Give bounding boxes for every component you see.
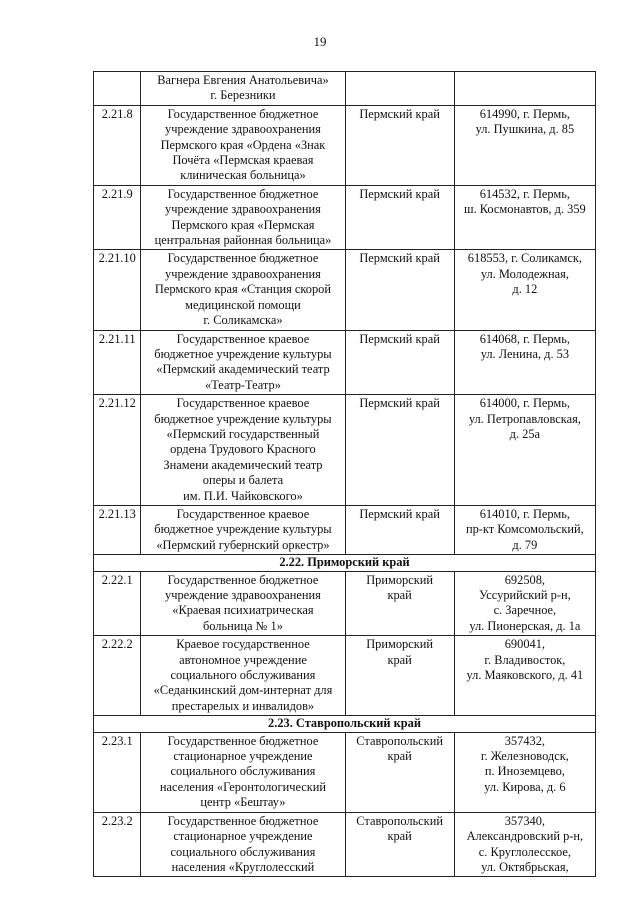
region-cell-line: Пермский край (359, 186, 440, 201)
region-cell-line: край (387, 749, 412, 764)
region-cell (345, 105, 454, 185)
address-cell (454, 330, 595, 395)
region-cell (345, 72, 454, 106)
institution-name-line: стационарное учреждение (173, 749, 313, 764)
institution-name (141, 250, 345, 330)
region-cell (345, 571, 454, 636)
institution-name-line: г. Соликамска» (203, 313, 283, 328)
region-cell (345, 250, 454, 330)
region-cell-line: край (387, 652, 412, 667)
address-cell (454, 72, 595, 106)
institution-name-line: Государственное бюджетное (167, 813, 319, 828)
institutions-table (93, 71, 596, 877)
institution-name-line: «Седанкинский дом-интернат для (153, 683, 333, 698)
address-cell-line: Уссурийский р-н, (479, 588, 571, 602)
institution-name-line: г. Березники (210, 88, 276, 103)
page-number: 19 (313, 34, 327, 49)
address-cell-line: 618553, г. Соликамск, (467, 251, 582, 266)
region-cell-line: Пермский край (359, 331, 440, 346)
table-row (94, 72, 596, 106)
institution-name-line: населения «Круглолесский (171, 859, 315, 874)
address-cell-line: 614010, г. Пермь, (479, 506, 571, 521)
address-cell-line: ул. Октябрьская, (481, 859, 569, 874)
address-cell-line: ул. Ленина, д. 53 (480, 346, 570, 361)
institution-name-line: Вагнера Евгения Анатольевича» (157, 73, 329, 87)
row-number (94, 72, 141, 106)
address-cell (454, 185, 595, 250)
row-number: 2.21.8 (94, 105, 141, 185)
region-cell-line: Приморский (366, 572, 434, 587)
institution-name-line: Государственное бюджетное (167, 733, 319, 748)
region-cell (345, 330, 454, 395)
region-cell-line: Пермский край (359, 106, 440, 121)
address-cell-line: д. 12 (512, 282, 538, 297)
region-cell-line: Ставропольский (356, 733, 443, 748)
table-body (94, 72, 596, 877)
institution-name-line: Почёта «Пермская краевая (172, 153, 314, 168)
table-row (94, 505, 596, 554)
region-cell (345, 185, 454, 250)
address-cell-line: г. Железноводск, (480, 749, 569, 764)
row-number: 2.21.10 (94, 250, 141, 330)
address-cell (454, 250, 595, 330)
institution-name-line: «Пермский губернский оркестр» (156, 537, 330, 552)
address-cell-line: 614068, г. Пермь, (479, 331, 571, 346)
institution-name (141, 505, 345, 554)
address-cell-line: п. Иноземцево, (484, 764, 565, 779)
row-number: 2.22.1 (94, 571, 141, 636)
region-cell-line: край (387, 588, 412, 602)
address-cell-line: ш. Космонавтов, д. 359 (464, 202, 586, 217)
institution-name (141, 330, 345, 395)
institution-name-line: им. П.И. Чайковского» (183, 488, 303, 503)
region-cell-line: Приморский (366, 637, 434, 652)
institution-name-line: клиническая больница» (180, 168, 306, 183)
region-cell (345, 812, 454, 877)
address-cell-line: д. 79 (512, 537, 538, 552)
address-cell (454, 571, 595, 636)
section-header-row (94, 716, 596, 732)
address-cell (454, 395, 595, 506)
region-cell-line: Пермский край (359, 251, 440, 266)
region-cell (345, 395, 454, 506)
table-row (94, 395, 596, 506)
address-cell-line: 357432, (504, 733, 546, 748)
institution-name-line: учреждение здравоохранения (165, 266, 321, 281)
table-row (94, 185, 596, 250)
region-cell-line: Пермский край (359, 396, 440, 411)
table-row (94, 571, 596, 636)
region-cell-line: край (387, 829, 412, 844)
row-number: 2.23.1 (94, 732, 141, 812)
address-cell-line: д. 25а (509, 426, 541, 441)
institution-name-line: Знамени академический театр (163, 457, 323, 472)
address-cell-line: ул. Петропавловская, (468, 411, 581, 426)
address-cell-line: с. Заречное, (493, 603, 557, 618)
institution-name-line: Государственное бюджетное (167, 572, 319, 587)
institution-name-line: Государственное краевое (176, 396, 310, 411)
institution-name-line: Государственное краевое (176, 331, 310, 346)
address-cell (454, 636, 595, 716)
address-cell-line: ул. Кирова, д. 6 (484, 779, 566, 794)
row-number: 2.21.11 (94, 330, 141, 395)
institution-name (141, 105, 345, 185)
institution-name-line: «Пермский академический театр (156, 362, 330, 377)
institution-name-line: Пермского края «Ордена «Знак (160, 137, 326, 152)
section-header-row (94, 555, 596, 571)
region-cell (345, 636, 454, 716)
institution-name-line: стационарное учреждение (173, 829, 313, 844)
institution-name (141, 571, 345, 636)
institution-name-line: социального обслуживания (170, 844, 316, 859)
institution-name-line: учреждение здравоохранения (165, 202, 321, 217)
address-cell-line: ул. Молодежная, (480, 266, 569, 281)
institution-name-line: ордена Трудового Красного (170, 442, 316, 457)
address-cell-line: 692508, (504, 572, 546, 587)
institution-name-line: социального обслуживания (170, 764, 316, 779)
address-cell-line: пр-кт Комсомольский, (465, 522, 584, 537)
institution-name-line: медицинской помощи (185, 297, 301, 312)
section-title: 2.22. Приморский край (94, 555, 596, 571)
address-cell-line: г. Владивосток, (484, 652, 566, 667)
address-cell-line: ул. Пушкина, д. 85 (475, 122, 575, 137)
address-cell (454, 812, 595, 877)
section-title: 2.23. Ставропольский край (94, 716, 596, 732)
table-row (94, 105, 596, 185)
institution-name-line: Государственное бюджетное (167, 251, 319, 266)
institution-name-line: бюджетное учреждение культуры (154, 411, 332, 426)
institution-name-line: «Пермский государственный (166, 426, 320, 441)
institution-name (141, 72, 345, 106)
institution-name-line: автономное учреждение (179, 652, 307, 667)
institution-name (141, 636, 345, 716)
institution-name-line: социального обслуживания (170, 668, 316, 683)
address-cell-line: 690041, (504, 637, 546, 652)
address-cell-line: 357340, (504, 813, 546, 828)
institution-name-line: Государственное бюджетное (167, 186, 319, 201)
institution-name-line: учреждение здравоохранения (165, 122, 321, 137)
institution-name (141, 185, 345, 250)
address-cell-line: с. Круглолесское, (478, 844, 571, 859)
institution-name-line: Пермского края «Пермская (171, 217, 315, 232)
institution-name-line: больница № 1» (202, 618, 283, 633)
address-cell-line: Александровский р-н, (466, 829, 584, 844)
institution-name-line: «Краевая психиатрическая (172, 603, 314, 618)
address-cell-line: ул. Маяковского, д. 41 (466, 668, 584, 683)
institution-name-line: Государственное краевое (176, 506, 310, 521)
institution-name-line: «Театр-Театр» (205, 377, 281, 392)
region-cell-line: Пермский край (359, 506, 440, 521)
row-number: 2.21.13 (94, 505, 141, 554)
institution-name-line: Пермского края «Станция скорой (154, 282, 332, 297)
address-cell-line: ул. Пионерская, д. 1а (469, 618, 581, 633)
region-cell (345, 732, 454, 812)
table-row (94, 636, 596, 716)
address-cell-line: 614532, г. Пермь, (479, 186, 571, 201)
region-cell-line: Ставропольский (356, 813, 443, 828)
institution-name (141, 395, 345, 506)
table-row (94, 330, 596, 395)
address-cell (454, 105, 595, 185)
institution-name-line: центральная районная больница» (154, 233, 332, 248)
institution-name-line: бюджетное учреждение культуры (154, 346, 332, 361)
institution-name-line: оперы и балета (202, 473, 284, 488)
institution-name-line: центр «Бештау» (200, 795, 286, 810)
institution-name-line: Краевое государственное (176, 637, 310, 652)
address-cell-line: 614990, г. Пермь, (479, 106, 571, 121)
row-number: 2.21.12 (94, 395, 141, 506)
region-cell (345, 505, 454, 554)
institution-name (141, 732, 345, 812)
row-number: 2.22.2 (94, 636, 141, 716)
institution-name-line: Государственное бюджетное (167, 106, 319, 121)
address-cell (454, 732, 595, 812)
institution-name-line: престарелых и инвалидов» (171, 698, 315, 713)
institution-name-line: бюджетное учреждение культуры (154, 522, 332, 537)
row-number: 2.23.2 (94, 812, 141, 877)
address-cell (454, 505, 595, 554)
table-row (94, 812, 596, 877)
institution-name-line: учреждение здравоохранения (165, 588, 321, 602)
institution-name-line: населения «Геронтологический (159, 779, 327, 794)
table-row (94, 732, 596, 812)
address-cell-line: 614000, г. Пермь, (479, 396, 571, 411)
row-number: 2.21.9 (94, 185, 141, 250)
table-row (94, 250, 596, 330)
institution-name (141, 812, 345, 877)
